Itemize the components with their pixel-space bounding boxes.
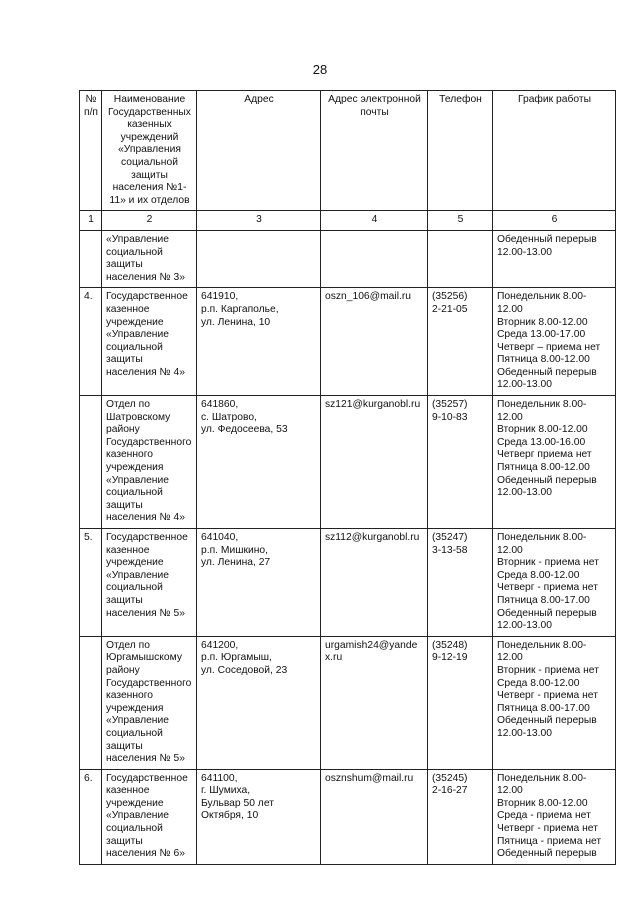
- schedule-cell: [493, 636, 616, 769]
- institution-name-line: населения № 6»: [106, 848, 185, 860]
- institution-name-line: населения № 5»: [106, 753, 185, 765]
- address-cell-line: 641910,: [201, 291, 239, 303]
- header-email: Адрес электронной почты: [321, 91, 428, 211]
- institution-name-line: учреждения: [106, 702, 164, 714]
- schedule-cell-line: 12.00: [497, 411, 523, 423]
- schedule-cell-line: Четверг приема нет: [497, 449, 592, 461]
- schedule-cell-line: Среда 13.00-16.00: [497, 436, 586, 448]
- institution-name-line: «Управление: [106, 810, 169, 822]
- schedule-cell-line: Среда 13.00-17.00: [497, 329, 586, 341]
- row-number: [80, 230, 102, 287]
- address-cell-line: с. Шатрово,: [201, 411, 257, 423]
- schedule-cell-line: 12.00-13.00: [497, 379, 552, 391]
- schedule-cell: [493, 529, 616, 637]
- phone-cell-line: (35248): [432, 639, 468, 651]
- institution-name-line: «Управление: [106, 474, 169, 486]
- phone-cell-line: 9-10-83: [432, 411, 468, 423]
- header-schedule: График работы: [493, 91, 616, 211]
- schedule-cell-line: Вторник 8.00-12.00: [497, 797, 588, 809]
- schedule-cell-line: Среда 8.00-12.00: [497, 677, 580, 689]
- email-cell-line: urgamish24@yande: [325, 639, 418, 651]
- schedule-cell-line: Пятница 8.00-17.00: [497, 594, 590, 606]
- address-cell: [197, 230, 321, 287]
- institution-name-line: Государственного: [106, 436, 192, 448]
- schedule-cell-line: Понедельник 8.00-: [497, 532, 587, 543]
- institution-name-line: Юргамышскому: [106, 652, 182, 664]
- row-number: 6.: [80, 769, 102, 864]
- institution-name-line: защиты: [106, 594, 143, 606]
- phone-cell: [428, 396, 493, 529]
- address-cell-line: ул. Ленина, 27: [201, 557, 271, 569]
- schedule-cell-line: Четверг – приема нет: [497, 341, 601, 353]
- phone-cell: [428, 230, 493, 287]
- table-header-row: [80, 91, 616, 211]
- institution-name-line: Государственное: [106, 532, 188, 543]
- table-row: [80, 769, 616, 864]
- column-number: 6: [493, 211, 616, 231]
- institution-name-line: казенное: [106, 544, 150, 556]
- row-number: 4.: [80, 288, 102, 396]
- schedule-cell-line: Вторник 8.00-12.00: [497, 316, 588, 328]
- institution-name: [102, 636, 197, 769]
- address-cell-line: 641040,: [201, 532, 239, 543]
- institution-name: [102, 769, 197, 864]
- address-cell-line: ул. Ленина, 10: [201, 316, 271, 328]
- schedule-cell-line: Обеденный перерыв: [497, 607, 597, 619]
- institution-name: [102, 230, 197, 287]
- schedule-cell-line: 12.00-13.00: [497, 246, 552, 258]
- schedule-cell-line: Четверг - приема нет: [497, 823, 598, 835]
- address-cell-line: г. Шумиха,: [201, 785, 251, 797]
- institution-name: [102, 288, 197, 396]
- schedule-cell-line: Обеденный перерыв: [497, 233, 597, 245]
- email-cell: [321, 769, 428, 864]
- schedule-cell-line: Вторник - приема нет: [497, 557, 599, 569]
- schedule-cell-line: Четверг - приема нет: [497, 690, 598, 702]
- schedule-cell-line: 12.00: [497, 652, 523, 664]
- schedule-cell-line: Понедельник 8.00-: [497, 291, 587, 303]
- column-number: 5: [428, 211, 493, 231]
- address-cell: [197, 529, 321, 637]
- institution-name-line: социальной: [106, 823, 163, 835]
- institution-name: [102, 529, 197, 637]
- institution-name-line: учреждение: [106, 557, 164, 569]
- schedule-cell-line: Среда 8.00-12.00: [497, 569, 580, 581]
- institution-name-line: Отдел по: [106, 639, 150, 651]
- table-row: [80, 288, 616, 396]
- schedule-cell-line: Обеденный перерыв: [497, 474, 597, 486]
- schedule-cell-line: Понедельник 8.00-: [497, 399, 587, 411]
- phone-cell-line: 2-21-05: [432, 303, 468, 315]
- table-row: [80, 636, 616, 769]
- address-cell-line: Бульвар 50 лет: [201, 797, 274, 809]
- phone-cell: [428, 529, 493, 637]
- institution-name-line: населения № 4»: [106, 366, 185, 378]
- schedule-cell-line: 12.00-13.00: [497, 487, 552, 499]
- address-cell-line: р.п. Мишкино,: [201, 544, 269, 556]
- institution-name-line: социальной: [106, 341, 163, 353]
- address-cell: [197, 288, 321, 396]
- header-num: № п/п: [80, 91, 102, 211]
- institution-name-line: социальной: [106, 487, 163, 499]
- address-cell: [197, 769, 321, 864]
- schedule-cell: [493, 288, 616, 396]
- schedule-cell-line: 12.00: [497, 303, 523, 315]
- address-cell: [197, 636, 321, 769]
- institution-name-line: Отдел по: [106, 399, 150, 411]
- institution-name-line: социальной: [106, 727, 163, 739]
- column-number-row: [80, 211, 616, 231]
- address-cell-line: ул. Федосеева, 53: [201, 424, 288, 436]
- schedule-cell-line: Обеденный перерыв: [497, 366, 597, 378]
- email-cell: [321, 529, 428, 637]
- phone-cell: [428, 288, 493, 396]
- phone-cell-line: (35247): [432, 532, 468, 543]
- schedule-cell-line: Пятница 8.00-12.00: [497, 462, 590, 474]
- institution-name-line: защиты: [106, 499, 143, 511]
- institution-name-line: населения № 3»: [106, 271, 185, 283]
- institution-name-line: «Управление: [106, 569, 169, 581]
- schedule-cell: [493, 769, 616, 864]
- address-cell-line: 641860,: [201, 399, 239, 411]
- schedule-cell-line: Пятница 8.00-17.00: [497, 702, 590, 714]
- email-cell: [321, 288, 428, 396]
- institution-name-line: защиты: [106, 740, 143, 752]
- institution-name-line: населения № 4»: [106, 512, 185, 524]
- table-body: [80, 230, 616, 864]
- institution-name: [102, 396, 197, 529]
- email-cell: [321, 396, 428, 529]
- institution-name-line: казенное: [106, 785, 150, 797]
- table-row: [80, 230, 616, 287]
- address-cell: [197, 396, 321, 529]
- institution-name-line: Государственное: [106, 772, 188, 784]
- address-cell-line: Октября, 10: [201, 810, 259, 822]
- schedule-cell-line: Понедельник 8.00-: [497, 639, 587, 651]
- address-cell-line: 641200,: [201, 639, 239, 651]
- email-cell-line: sz112@kurganobl.ru: [325, 532, 420, 543]
- schedule-cell-line: Четверг - приема нет: [497, 582, 598, 594]
- header-phone: Телефон: [428, 91, 493, 211]
- email-cell: [321, 636, 428, 769]
- schedule-cell-line: Пятница - приема нет: [497, 835, 602, 847]
- phone-cell-line: (35245): [432, 772, 468, 784]
- schedule-cell-line: Среда - приема нет: [497, 810, 591, 822]
- email-cell-line: x.ru: [325, 652, 343, 664]
- row-number: 5.: [80, 529, 102, 637]
- column-number: 4: [321, 211, 428, 231]
- institution-name-line: защиты: [106, 259, 143, 271]
- schedule-cell-line: Обеденный перерыв: [497, 848, 597, 860]
- institution-name-line: населения № 5»: [106, 607, 185, 619]
- institution-name-line: району: [106, 664, 140, 676]
- column-number: 2: [102, 211, 197, 231]
- phone-cell: [428, 636, 493, 769]
- institution-name-line: казенного: [106, 449, 154, 461]
- row-number: [80, 636, 102, 769]
- institution-name-line: Государственное: [106, 291, 188, 303]
- header-name: Наименование Государственных казенных учреждений «Управления социальной защиты населения №1-11» и их отделов: [102, 91, 197, 211]
- institution-name-line: социальной: [106, 582, 163, 594]
- schedule-cell-line: Вторник 8.00-12.00: [497, 424, 588, 436]
- schedule-cell-line: 12.00: [497, 544, 523, 556]
- page-number: 28: [312, 62, 328, 77]
- schedule-cell: [493, 230, 616, 287]
- schedule-cell-line: Пятница 8.00-12.00: [497, 354, 590, 366]
- schedule-cell-line: 12.00: [497, 785, 523, 797]
- schedule-cell-line: Понедельник 8.00-: [497, 772, 587, 784]
- column-number: 3: [197, 211, 321, 231]
- institution-name-line: учреждение: [106, 316, 164, 328]
- row-number: [80, 396, 102, 529]
- email-cell-line: osznshum@mail.ru: [325, 772, 414, 784]
- institutions-table: [79, 90, 616, 865]
- institution-name-line: защиты: [106, 835, 143, 847]
- institution-name-line: учреждение: [106, 797, 164, 809]
- address-cell-line: р.п. Юргамыш,: [201, 652, 272, 664]
- schedule-cell-line: Вторник - приема нет: [497, 664, 599, 676]
- address-cell-line: 641100,: [201, 772, 238, 784]
- schedule-cell-line: Обеденный перерыв: [497, 715, 597, 727]
- institution-name-line: Государственного: [106, 677, 192, 689]
- institution-name-line: району: [106, 424, 140, 436]
- phone-cell: [428, 769, 493, 864]
- address-cell-line: р.п. Каргаполье,: [201, 303, 279, 315]
- schedule-cell-line: 12.00-13.00: [497, 727, 552, 739]
- institution-name-line: «Управление: [106, 233, 169, 245]
- schedule-cell: [493, 396, 616, 529]
- schedule-cell-line: 12.00-13.00: [497, 620, 552, 632]
- email-cell: [321, 230, 428, 287]
- institution-name-line: «Управление: [106, 715, 169, 727]
- header-address: Адрес: [197, 91, 321, 211]
- institution-name-line: «Управление: [106, 329, 169, 341]
- column-number: 1: [80, 211, 102, 231]
- institution-name-line: социальной: [106, 246, 163, 258]
- phone-cell-line: (35257): [432, 399, 468, 411]
- institution-name-line: учреждения: [106, 462, 164, 474]
- address-cell-line: ул. Соседовой, 23: [201, 664, 288, 676]
- phone-cell-line: (35256): [432, 291, 468, 303]
- email-cell-line: sz121@kurganobl.ru: [325, 399, 421, 411]
- phone-cell-line: 2-16-27: [432, 785, 468, 797]
- institution-name-line: казенного: [106, 690, 154, 702]
- table-row: [80, 529, 616, 637]
- email-cell-line: oszn_106@mail.ru: [325, 291, 412, 303]
- table-row: [80, 396, 616, 529]
- phone-cell-line: 3-13-58: [432, 544, 468, 556]
- institution-name-line: защиты: [106, 354, 143, 366]
- phone-cell-line: 9-12-19: [432, 652, 468, 664]
- institution-name-line: Шатровскому: [106, 411, 171, 423]
- institution-name-line: казенное: [106, 303, 150, 315]
